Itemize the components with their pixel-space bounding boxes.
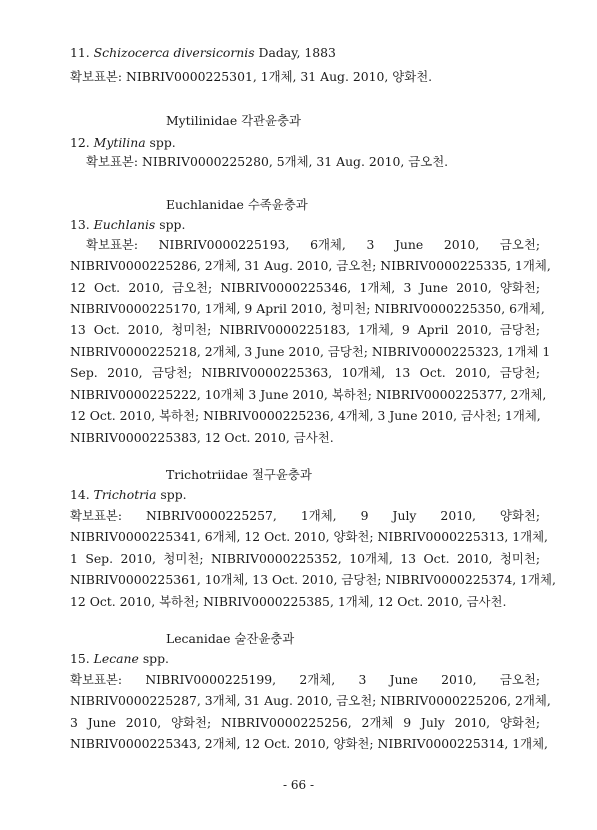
specimen-line: 확보표본: NIBRIV0000225280, 5개체, 31 Aug. 2010, 금오천. xyxy=(86,154,449,169)
specimen-line: NIBRIV0000225222, 10개체 3 June 2010, 복하천; NIBRIV0000225377, 2개체, xyxy=(70,387,547,402)
specimen-line: 13 Oct. 2010, 청미천; NIBRIV0000225183, 1개체, 9 April 2010, 금당천; xyxy=(70,322,540,337)
specimen-line: NIBRIV0000225286, 2개체, 31 Aug. 2010, 금오천; NIBRIV0000225335, 1개체, xyxy=(70,258,551,273)
page-number: - 66 - xyxy=(282,778,314,792)
species-title-15: 15. Lecane spp. xyxy=(70,651,169,666)
family-heading-lecanidae: Lecanidae 술잔윤충과 xyxy=(166,631,295,646)
specimen-line: 12 Oct. 2010, 금오천; NIBRIV0000225346, 1개체, 3 June 2010, 양화천; xyxy=(70,280,540,295)
species-title-14: 14. Trichotria spp. xyxy=(70,487,187,502)
specimen-line: 12 Oct. 2010, 복하천; NIBRIV0000225385, 1개체, 12 Oct. 2010, 금사천. xyxy=(70,594,507,609)
specimen-line: 1 Sep. 2010, 청미천; NIBRIV0000225352, 10개체, 13 Oct. 2010, 청미천; xyxy=(70,551,540,566)
family-heading-euchlanidae: Euchlanidae 수족윤충과 xyxy=(166,197,308,212)
family-heading-trichotriidae: Trichotriidae 절구윤충과 xyxy=(166,467,312,482)
specimen-line: NIBRIV0000225383, 12 Oct. 2010, 금사천. xyxy=(70,430,334,445)
specimen-line: 12 Oct. 2010, 복하천; NIBRIV0000225236, 4개체, 3 June 2010, 금사천; 1개체, xyxy=(70,408,541,423)
specimen-line: 확보표본: NIBRIV0000225301, 1개체, 31 Aug. 2010, 양화천. xyxy=(70,69,433,84)
species-title-13: 13. Euchlanis spp. xyxy=(70,217,186,232)
specimen-line: NIBRIV0000225341, 6개체, 12 Oct. 2010, 양화천; NIBRIV0000225313, 1개체, xyxy=(70,529,548,544)
specimen-line: 확보표본: NIBRIV0000225199, 2개체, 3 June 2010, 금오천; xyxy=(70,672,540,687)
specimen-line: 3 June 2010, 양화천; NIBRIV0000225256, 2개체 9 July 2010, 양화천; xyxy=(70,715,540,730)
species-title-12: 12. Mytilina spp. xyxy=(70,135,176,150)
species-title-11: 11. Schizocerca diversicornis Daday, 1883 xyxy=(70,45,336,60)
specimen-line: Sep. 2010, 금당천; NIBRIV0000225363, 10개체, 13 Oct. 2010, 금당천; xyxy=(70,365,540,380)
specimen-line: NIBRIV0000225170, 1개체, 9 April 2010, 청미천; NIBRIV0000225350, 6개체, xyxy=(70,301,545,316)
specimen-line: NIBRIV0000225361, 10개체, 13 Oct. 2010, 금당천; NIBRIV0000225374, 1개체, xyxy=(70,572,556,587)
family-heading-mytilinidae: Mytilinidae 각관윤충과 xyxy=(166,113,301,128)
specimen-line: 확보표본: NIBRIV0000225257, 1개체, 9 July 2010, 양화천; xyxy=(70,508,540,523)
specimen-line: 확보표본: NIBRIV0000225193, 6개체, 3 June 2010, 금오천; xyxy=(86,237,540,252)
specimen-line: NIBRIV0000225287, 3개체, 31 Aug. 2010, 금오천; NIBRIV0000225206, 2개체, xyxy=(70,693,551,708)
specimen-line: NIBRIV0000225218, 2개체, 3 June 2010, 금당천; NIBRIV0000225323, 1개체 1 xyxy=(70,344,551,359)
specimen-line: NIBRIV0000225343, 2개체, 12 Oct. 2010, 양화천; NIBRIV0000225314, 1개체, xyxy=(70,736,548,751)
